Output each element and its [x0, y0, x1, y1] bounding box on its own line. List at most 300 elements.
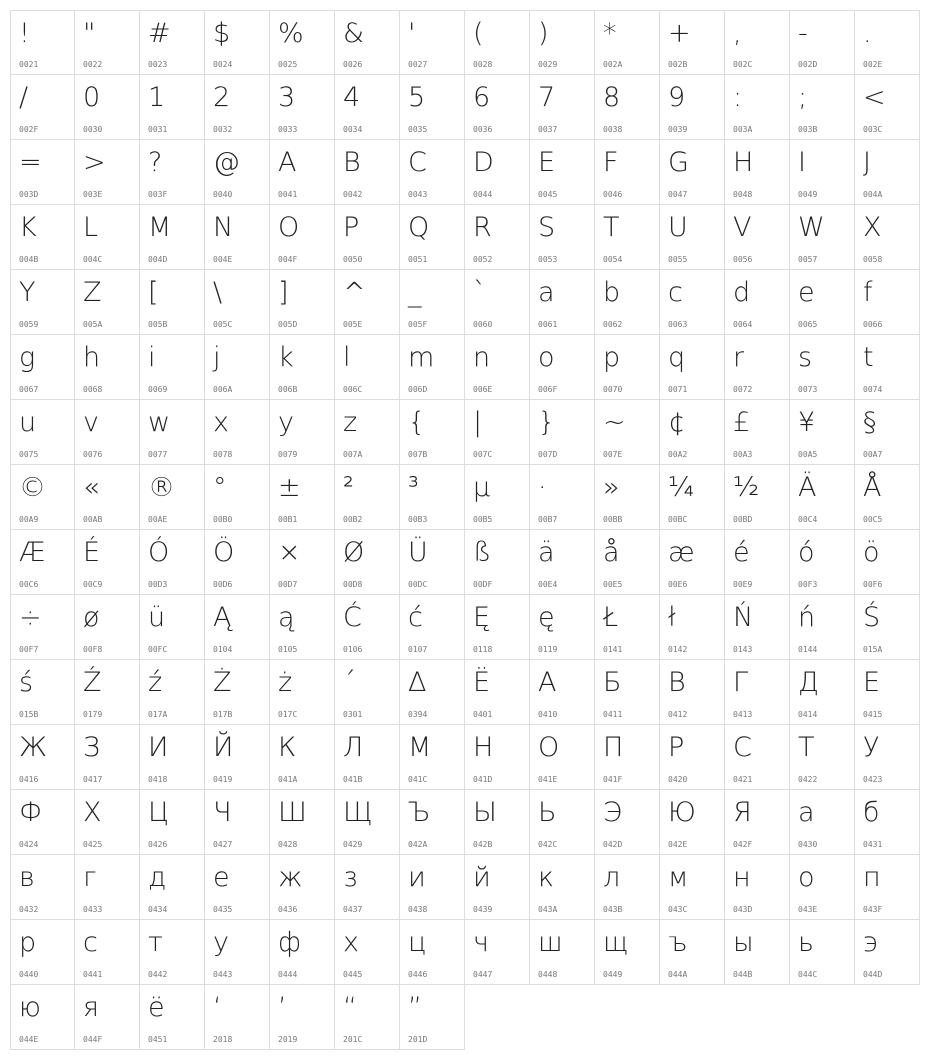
glyph-cell [855, 725, 920, 790]
glyph-cell [140, 985, 205, 1050]
glyph-codepoint: 017B [213, 710, 233, 719]
glyph-char: Я [733, 797, 752, 828]
glyph-codepoint: 0077 [148, 450, 168, 459]
glyph-char: S [538, 212, 556, 243]
glyph-char: 5 [408, 82, 426, 113]
glyph-char: £ [733, 407, 751, 438]
glyph-char: Ф [19, 797, 43, 828]
glyph-char: Ю [668, 797, 696, 828]
glyph-codepoint: 0063 [668, 320, 688, 329]
glyph-cell [140, 920, 205, 985]
glyph-cell [790, 10, 855, 75]
glyph-codepoint: 201C [343, 1035, 363, 1044]
glyph-codepoint: 00A3 [733, 450, 753, 459]
glyph-char: ą [278, 602, 295, 633]
glyph-char: ź [148, 667, 163, 698]
glyph-char: “ [343, 992, 357, 1023]
glyph-codepoint: 002B [668, 60, 688, 69]
glyph-cell [725, 920, 790, 985]
glyph-char: Ä [798, 472, 817, 503]
glyph-codepoint: 004E [213, 255, 233, 264]
glyph-char: , [733, 18, 742, 49]
glyph-char: Ц [148, 797, 169, 828]
glyph-codepoint: 015B [19, 710, 39, 719]
glyph-char: µ [473, 472, 491, 503]
glyph-cell [205, 400, 270, 465]
glyph-char: = [19, 147, 42, 178]
glyph-char: ц [408, 927, 427, 958]
glyph-cell [595, 530, 660, 595]
glyph-char: ‘ [213, 992, 222, 1023]
glyph-char: М [408, 732, 432, 763]
glyph-codepoint: 0072 [733, 385, 753, 394]
glyph-cell [270, 660, 335, 725]
glyph-char: C [408, 147, 427, 178]
glyph-cell [530, 530, 595, 595]
glyph-char: Ł [603, 602, 619, 633]
glyph-cell [335, 205, 400, 270]
glyph-cell [400, 530, 465, 595]
glyph-codepoint: 0411 [603, 710, 623, 719]
glyph-char: « [83, 472, 100, 503]
glyph-cell [335, 725, 400, 790]
glyph-codepoint: 0047 [668, 190, 688, 199]
glyph-char: m [408, 342, 435, 373]
glyph-codepoint: 006E [473, 385, 493, 394]
glyph-cell [400, 790, 465, 855]
glyph-cell [205, 75, 270, 140]
glyph-codepoint: 0042 [343, 190, 363, 199]
glyph-cell [660, 140, 725, 205]
glyph-char: o [538, 342, 555, 373]
glyph-cell [335, 465, 400, 530]
glyph-codepoint: 00F3 [798, 580, 818, 589]
glyph-codepoint: 0050 [343, 255, 363, 264]
glyph-codepoint: 2018 [213, 1035, 233, 1044]
glyph-cell [790, 205, 855, 270]
glyph-cell [595, 205, 660, 270]
glyph-cell [10, 985, 75, 1050]
glyph-codepoint: 00A5 [798, 450, 818, 459]
glyph-codepoint: 002C [733, 60, 753, 69]
glyph-codepoint: 043D [733, 905, 753, 914]
glyph-codepoint: 003B [798, 125, 818, 134]
glyph-char: ² [343, 472, 354, 503]
glyph-cell [790, 335, 855, 400]
glyph-cell [660, 75, 725, 140]
glyph-char: Ü [408, 537, 428, 568]
glyph-char: ÷ [19, 602, 42, 633]
glyph-codepoint: 0065 [798, 320, 818, 329]
glyph-cell [595, 660, 660, 725]
glyph-codepoint: 043E [798, 905, 818, 914]
glyph-codepoint: 0419 [213, 775, 233, 784]
glyph-codepoint: 041A [278, 775, 298, 784]
glyph-char: ń [798, 602, 816, 633]
glyph-codepoint: 00B7 [538, 515, 558, 524]
glyph-cell [75, 140, 140, 205]
glyph-char: ó [798, 537, 815, 568]
glyph-codepoint: 0046 [603, 190, 623, 199]
glyph-codepoint: 2019 [278, 1035, 298, 1044]
glyph-char: & [343, 18, 365, 49]
glyph-codepoint: 0067 [19, 385, 39, 394]
glyph-cell [465, 920, 530, 985]
glyph-cell [660, 270, 725, 335]
glyph-codepoint: 0118 [473, 645, 493, 654]
glyph-cell [140, 270, 205, 335]
glyph-codepoint: 0428 [278, 840, 298, 849]
glyph-cell [725, 530, 790, 595]
glyph-cell [400, 920, 465, 985]
glyph-cell [855, 400, 920, 465]
glyph-char: ę [538, 602, 555, 633]
glyph-char: » [603, 472, 620, 503]
glyph-codepoint: 005D [278, 320, 298, 329]
glyph-codepoint: 0442 [148, 970, 168, 979]
glyph-char: @ [213, 147, 240, 178]
glyph-codepoint: 007D [538, 450, 558, 459]
glyph-cell [335, 595, 400, 660]
glyph-cell [855, 790, 920, 855]
glyph-char: j [213, 342, 221, 373]
glyph-codepoint: 0064 [733, 320, 753, 329]
glyph-cell [530, 465, 595, 530]
glyph-cell [270, 335, 335, 400]
glyph-cell [465, 270, 530, 335]
glyph-codepoint: 0045 [538, 190, 558, 199]
glyph-char: У [863, 732, 880, 763]
glyph-cell [855, 530, 920, 595]
glyph-char: Ъ [408, 797, 431, 828]
glyph-char: ß [473, 537, 492, 568]
glyph-cell [660, 790, 725, 855]
glyph-cell [790, 595, 855, 660]
glyph-cell [790, 75, 855, 140]
glyph-codepoint: 002E [863, 60, 883, 69]
glyph-char: R [473, 212, 492, 243]
glyph-cell [530, 790, 595, 855]
glyph-char: s [798, 342, 813, 373]
glyph-cell [725, 790, 790, 855]
glyph-char: Е [863, 667, 881, 698]
glyph-cell [400, 10, 465, 75]
glyph-codepoint: 044E [19, 1035, 39, 1044]
glyph-char: е [213, 862, 230, 893]
glyph-codepoint: 0030 [83, 125, 103, 134]
glyph-char: B [343, 147, 361, 178]
glyph-cell [140, 10, 205, 75]
glyph-char: h [83, 342, 101, 373]
glyph-char: э [863, 927, 878, 958]
glyph-codepoint: 041D [473, 775, 493, 784]
glyph-char: г [83, 862, 97, 893]
glyph-cell [855, 75, 920, 140]
glyph-cell [205, 205, 270, 270]
glyph-char: W [798, 212, 825, 243]
glyph-cell [140, 660, 205, 725]
glyph-cell [10, 10, 75, 75]
glyph-codepoint: 0401 [473, 710, 493, 719]
glyph-cell [660, 205, 725, 270]
glyph-char: Ś [863, 602, 881, 633]
glyph-cell [465, 75, 530, 140]
glyph-char: _ [408, 277, 422, 308]
glyph-char: у [213, 927, 229, 958]
glyph-cell [725, 595, 790, 660]
glyph-char: e [798, 277, 815, 308]
glyph-cell [530, 270, 595, 335]
glyph-cell [530, 140, 595, 205]
glyph-char: H [733, 147, 754, 178]
glyph-codepoint: 0451 [148, 1035, 168, 1044]
glyph-codepoint: 0024 [213, 60, 233, 69]
glyph-codepoint: 0061 [538, 320, 558, 329]
glyph-cell [75, 855, 140, 920]
glyph-char: н [733, 862, 751, 893]
glyph-cell [270, 465, 335, 530]
glyph-cell [855, 595, 920, 660]
glyph-cell [465, 335, 530, 400]
glyph-codepoint: 0410 [538, 710, 558, 719]
glyph-cell [725, 725, 790, 790]
glyph-char: ! [19, 18, 30, 49]
glyph-cell [465, 725, 530, 790]
glyph-cell [660, 855, 725, 920]
glyph-codepoint: 0056 [733, 255, 753, 264]
glyph-cell [140, 400, 205, 465]
glyph-codepoint: 0439 [473, 905, 493, 914]
glyph-cell [465, 465, 530, 530]
glyph-cell [205, 725, 270, 790]
glyph-char: б [863, 797, 880, 828]
glyph-cell [140, 725, 205, 790]
glyph-char: ® [148, 472, 175, 503]
glyph-codepoint: 006C [343, 385, 363, 394]
glyph-codepoint: 0074 [863, 385, 883, 394]
glyph-char: k [278, 342, 294, 373]
glyph-char: й [473, 862, 491, 893]
glyph-codepoint: 0412 [668, 710, 688, 719]
glyph-codepoint: 00B5 [473, 515, 493, 524]
glyph-char: ´ [343, 667, 357, 698]
glyph-char: ö [863, 537, 880, 568]
glyph-cell [725, 660, 790, 725]
glyph-char: а [798, 797, 815, 828]
glyph-char: д [148, 862, 167, 893]
glyph-char: A [278, 147, 297, 178]
glyph-codepoint: 004C [83, 255, 103, 264]
glyph-char: Y [19, 277, 36, 308]
glyph-char: ф [278, 927, 302, 958]
glyph-char: ł [668, 602, 676, 633]
glyph-codepoint: 0416 [19, 775, 39, 784]
glyph-char: n [473, 342, 491, 373]
glyph-codepoint: 003A [733, 125, 753, 134]
glyph-cell [465, 595, 530, 660]
glyph-cell [400, 660, 465, 725]
glyph-cell [855, 205, 920, 270]
glyph-codepoint: 00D7 [278, 580, 298, 589]
glyph-cell [10, 920, 75, 985]
glyph-cell [140, 335, 205, 400]
glyph-codepoint: 00BD [733, 515, 753, 524]
glyph-codepoint: 0073 [798, 385, 818, 394]
glyph-codepoint: 0424 [19, 840, 39, 849]
glyph-codepoint: 0036 [473, 125, 493, 134]
glyph-codepoint: 0053 [538, 255, 558, 264]
glyph-cell [530, 10, 595, 75]
glyph-char: в [19, 862, 35, 893]
glyph-codepoint: 0025 [278, 60, 298, 69]
glyph-char: f [863, 277, 873, 308]
glyph-codepoint: 00BB [603, 515, 623, 524]
glyph-cell [660, 335, 725, 400]
glyph-char: v [83, 407, 99, 438]
glyph-char: А [538, 667, 557, 698]
glyph-char: g [19, 342, 36, 373]
glyph-codepoint: 00D3 [148, 580, 168, 589]
glyph-cell [660, 465, 725, 530]
glyph-codepoint: 0105 [278, 645, 298, 654]
glyph-cell [270, 270, 335, 335]
glyph-codepoint: 007E [603, 450, 623, 459]
glyph-codepoint: 007B [408, 450, 428, 459]
glyph-codepoint: 0142 [668, 645, 688, 654]
glyph-codepoint: 0054 [603, 255, 623, 264]
glyph-char: ` [473, 277, 487, 308]
glyph-cell [465, 140, 530, 205]
glyph-char: Щ [343, 797, 373, 828]
glyph-char: ] [278, 277, 289, 308]
glyph-char: Г [733, 667, 749, 698]
glyph-codepoint: 00C5 [863, 515, 883, 524]
glyph-codepoint: 00A9 [19, 515, 39, 524]
glyph-cell [400, 855, 465, 920]
glyph-cell [465, 400, 530, 465]
glyph-codepoint: 015A [863, 645, 883, 654]
glyph-char: Æ [19, 537, 46, 568]
glyph-char: Ь [538, 797, 557, 828]
glyph-cell [465, 205, 530, 270]
glyph-cell [140, 790, 205, 855]
glyph-codepoint: 0041 [278, 190, 298, 199]
glyph-char: п [863, 862, 881, 893]
glyph-cell [855, 10, 920, 75]
glyph-codepoint: 043F [863, 905, 883, 914]
glyph-codepoint: 00C9 [83, 580, 103, 589]
glyph-cell [75, 270, 140, 335]
glyph-char: Ń [733, 602, 754, 633]
glyph-char: О [538, 732, 560, 763]
glyph-cell [595, 595, 660, 660]
glyph-codepoint: 00A2 [668, 450, 688, 459]
glyph-codepoint: 0448 [538, 970, 558, 979]
glyph-codepoint: 0449 [603, 970, 623, 979]
glyph-cell [75, 595, 140, 660]
glyph-codepoint: 0039 [668, 125, 688, 134]
glyph-codepoint: 0059 [19, 320, 39, 329]
glyph-cell [595, 465, 660, 530]
glyph-char: ¢ [668, 407, 686, 438]
glyph-cell [465, 10, 530, 75]
glyph-cell [660, 725, 725, 790]
glyph-char: Т [798, 732, 815, 763]
glyph-cell [205, 270, 270, 335]
glyph-codepoint: 00F7 [19, 645, 39, 654]
glyph-char: Ę [473, 602, 491, 633]
glyph-char: # [148, 18, 171, 49]
glyph-codepoint: 0023 [148, 60, 168, 69]
glyph-char: \ [213, 277, 223, 308]
glyph-cell [790, 465, 855, 530]
glyph-codepoint: 0422 [798, 775, 818, 784]
glyph-codepoint: 00BC [668, 515, 688, 524]
glyph-codepoint: 0432 [19, 905, 39, 914]
glyph-cell [335, 270, 400, 335]
glyph-codepoint: 044B [733, 970, 753, 979]
glyph-cell [335, 75, 400, 140]
glyph-codepoint: 0022 [83, 60, 103, 69]
glyph-cell [725, 335, 790, 400]
glyph-cell [10, 790, 75, 855]
glyph-codepoint: 044C [798, 970, 818, 979]
glyph-char: · [538, 472, 547, 503]
glyph-cell [270, 920, 335, 985]
glyph-char: ? [148, 147, 163, 178]
glyph-cell [10, 465, 75, 530]
glyph-codepoint: 004D [148, 255, 168, 264]
glyph-codepoint: 0445 [343, 970, 363, 979]
glyph-codepoint: 0438 [408, 905, 428, 914]
glyph-codepoint: 201D [408, 1035, 428, 1044]
glyph-char: Ё [473, 667, 491, 698]
glyph-cell [10, 855, 75, 920]
glyph-cell [400, 985, 465, 1050]
glyph-cell [790, 270, 855, 335]
glyph-cell [660, 530, 725, 595]
glyph-codepoint: 0431 [863, 840, 883, 849]
glyph-cell [205, 595, 270, 660]
glyph-char: 2 [213, 82, 231, 113]
glyph-codepoint: 043A [538, 905, 558, 914]
glyph-cell [855, 920, 920, 985]
glyph-char: К [278, 732, 297, 763]
glyph-char: 9 [668, 82, 686, 113]
glyph-cell [790, 140, 855, 205]
glyph-char: Ö [213, 537, 235, 568]
glyph-cell [855, 465, 920, 530]
glyph-cell [270, 595, 335, 660]
glyph-codepoint: 017A [148, 710, 168, 719]
glyph-codepoint: 00E4 [538, 580, 558, 589]
glyph-codepoint: 0078 [213, 450, 233, 459]
glyph-cell [270, 725, 335, 790]
glyph-cell [595, 790, 660, 855]
glyph-char: | [473, 407, 483, 438]
glyph-codepoint: 00B1 [278, 515, 298, 524]
glyph-char: ( [473, 18, 484, 49]
glyph-cell [270, 985, 335, 1050]
glyph-char: ¥ [798, 407, 816, 438]
glyph-cell [790, 530, 855, 595]
glyph-cell [790, 725, 855, 790]
glyph-cell [10, 725, 75, 790]
glyph-char: x [213, 407, 229, 438]
glyph-char: É [83, 537, 101, 568]
glyph-char: u [19, 407, 37, 438]
glyph-cell [660, 920, 725, 985]
